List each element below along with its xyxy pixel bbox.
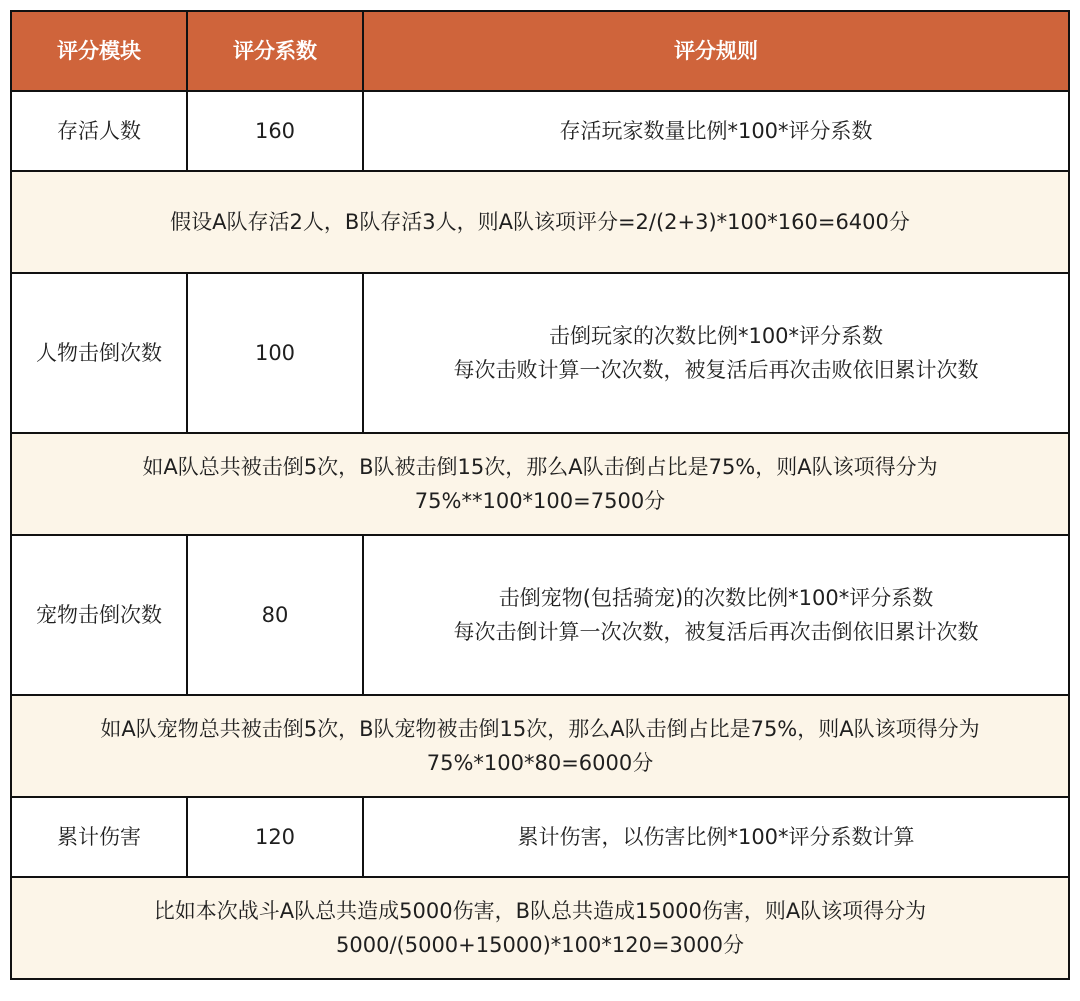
example-line: 75%*100*80=6000分 (426, 751, 654, 775)
rule-line: 每次击倒计算一次次数，被复活后再次击倒依旧累计次数 (453, 620, 979, 644)
table-row (11, 91, 1069, 171)
module-cell: 累计伤害 (11, 797, 187, 877)
example-line: 如A队宠物总共被击倒5次，B队宠物被击倒15次，那么A队击倒占比是75%，则A队该项得分为 (100, 717, 980, 741)
coefficient-cell: 160 (187, 91, 363, 171)
header-rule: 评分规则 (363, 11, 1069, 91)
example-line: 假设A队存活2人，B队存活3人，则A队该项评分=2/(2+3)*100*160=6400分 (170, 210, 910, 234)
example-line: 如A队总共被击倒5次，B队被击倒15次，那么A队击倒占比是75%，则A队该项得分为 (142, 455, 938, 479)
rule-line: 每次击败计算一次次数，被复活后再次击败依旧累计次数 (453, 358, 979, 382)
coefficient-cell: 120 (187, 797, 363, 877)
table-header-row (11, 11, 1069, 91)
module-cell: 人物击倒次数 (11, 273, 187, 433)
rule-line: 击倒玩家的次数比例*100*评分系数 (548, 324, 884, 348)
example-row (11, 877, 1069, 979)
rule-line: 击倒宠物(包括骑宠)的次数比例*100*评分系数 (498, 586, 934, 610)
rule-cell (363, 797, 1069, 877)
module-cell: 宠物击倒次数 (11, 535, 187, 695)
coefficient-cell: 80 (187, 535, 363, 695)
rule-cell (363, 91, 1069, 171)
table-row (11, 797, 1069, 877)
rule-line: 存活玩家数量比例*100*评分系数 (559, 119, 873, 143)
example-cell (11, 171, 1069, 273)
example-cell (11, 433, 1069, 535)
table-row (11, 535, 1069, 695)
example-row (11, 695, 1069, 797)
header-coefficient: 评分系数 (187, 11, 363, 91)
coefficient-cell: 100 (187, 273, 363, 433)
example-line: 5000/(5000+15000)*100*120=3000分 (336, 933, 744, 957)
rule-line: 累计伤害，以伤害比例*100*评分系数计算 (517, 825, 915, 849)
scoring-rules-table (10, 10, 1070, 980)
header-module: 评分模块 (11, 11, 187, 91)
example-line: 比如本次战斗A队总共造成5000伤害，B队总共造成15000伤害，则A队该项得分为 (153, 899, 927, 923)
rule-cell (363, 273, 1069, 433)
example-cell (11, 877, 1069, 979)
table-row (11, 273, 1069, 433)
example-row (11, 433, 1069, 535)
example-line: 75%**100*100=7500分 (414, 489, 666, 513)
example-cell (11, 695, 1069, 797)
rule-cell (363, 535, 1069, 695)
module-cell: 存活人数 (11, 91, 187, 171)
example-row (11, 171, 1069, 273)
scoring-table-container (10, 10, 1068, 980)
